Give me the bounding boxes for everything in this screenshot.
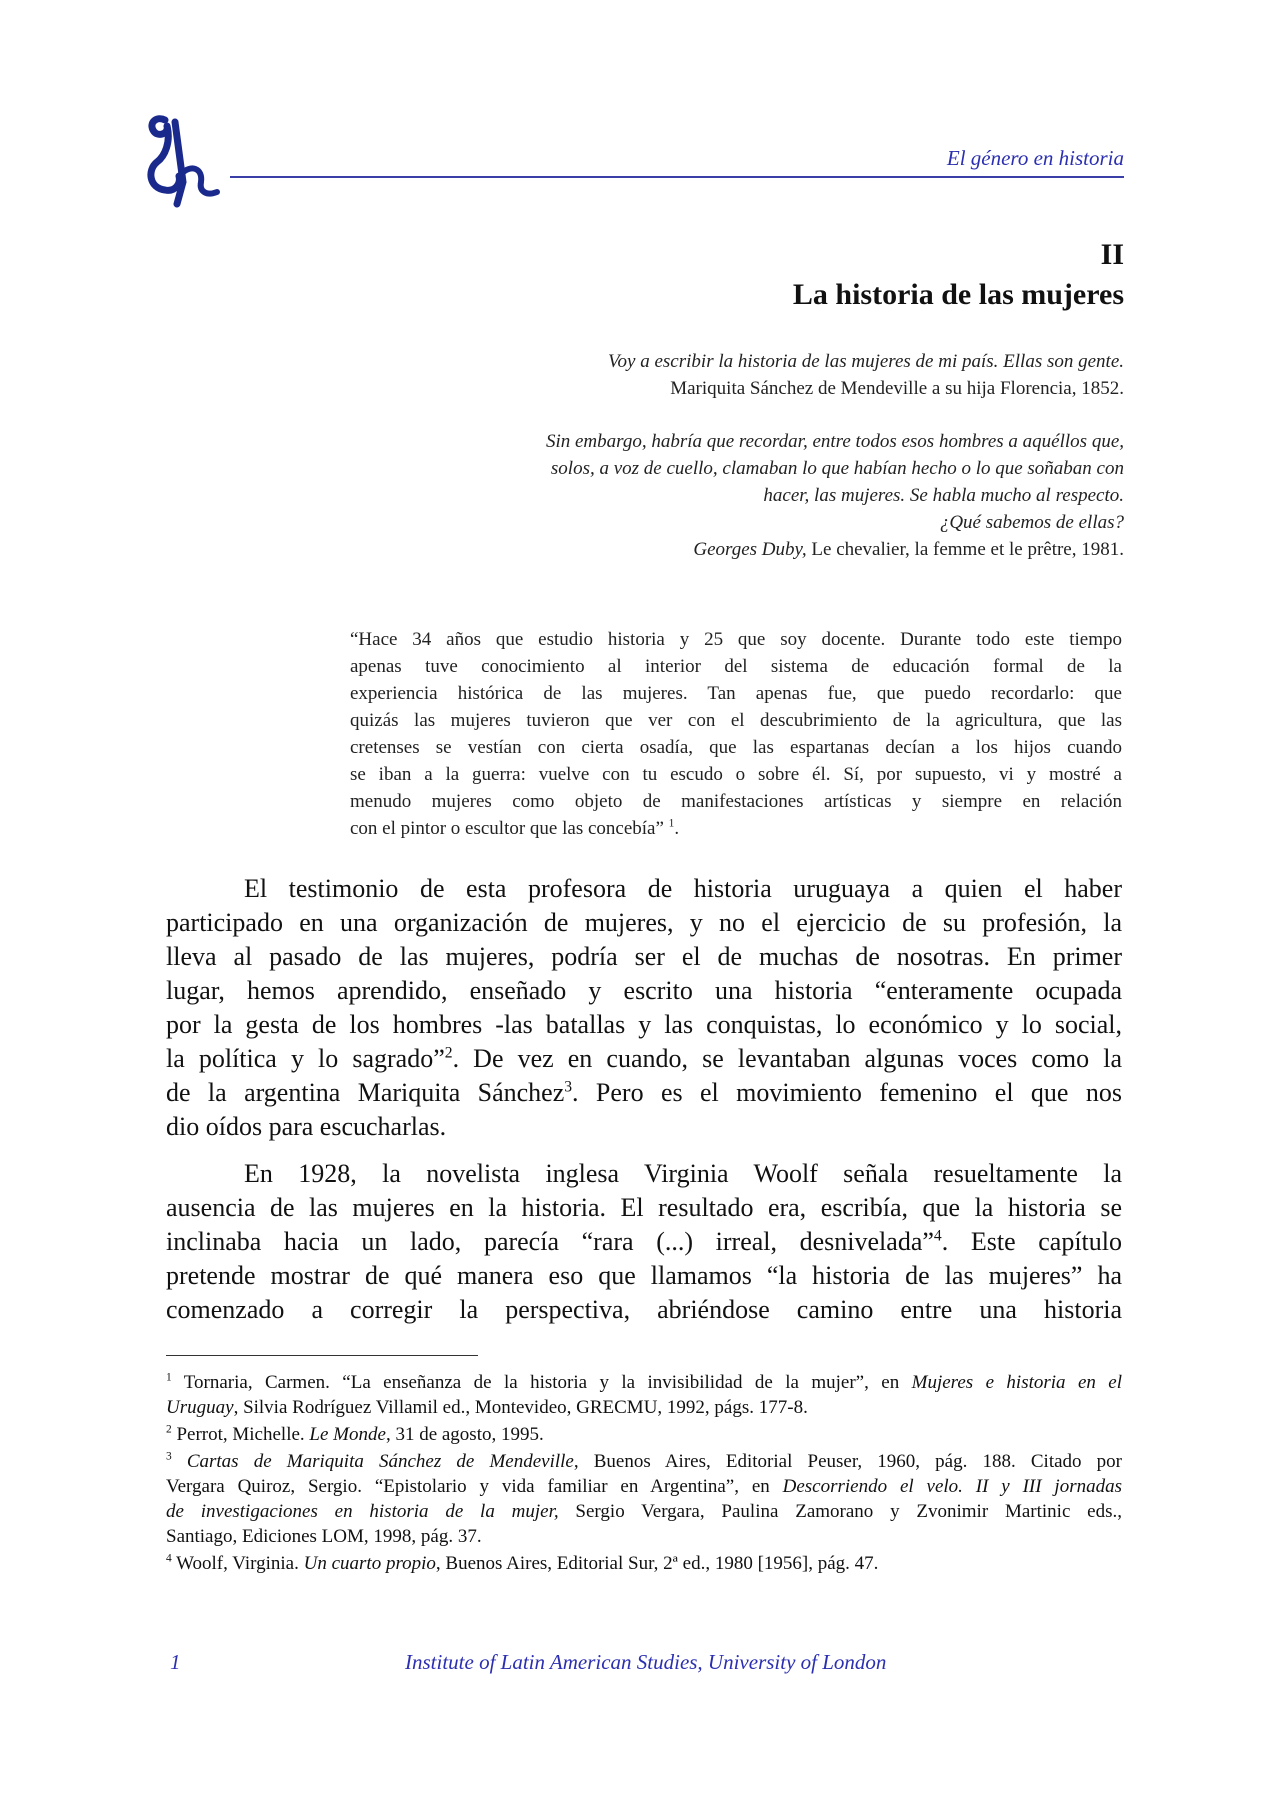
footnote-ref[interactable]: 1 (668, 817, 675, 830)
body-line: En 1928, la novelista inglesa Virginia Woolf señala resueltamente la (244, 1159, 1122, 1188)
chapter-number: II (1100, 238, 1124, 271)
epigraph-quote: Voy a escribir la historia de las mujeres de mi país. Ellas son gente. (608, 351, 1124, 372)
epigraph-line: Sin embargo, habría que recordar, entre todos esos hombres a aquéllos que, (545, 431, 1124, 452)
body-line: ausencia de las mujeres en la historia. El resultado era, escribía, que la historia se (166, 1193, 1122, 1222)
chapter-title: La historia de las mujeres (792, 278, 1124, 311)
running-header: El género en historia (946, 146, 1124, 170)
quote-line: cretenses se vestían con cierta osadía, que las espartanas decían a los hijos cuando (350, 737, 1122, 758)
body-line: de la argentina Mariquita Sánchez$^3$. Pero es el movimiento femenino el que nos (166, 1078, 1122, 1107)
quote-line: se iban a la guerra: vuelve con tu escudo o sobre él. Sí, por supuesto, vi y mostré a (350, 764, 1122, 785)
body-line: participado en una organización de mujeres, y no el ejercicio de su profesión, la (166, 908, 1122, 937)
body-line: dio oídos para escucharlas. (166, 1112, 447, 1141)
footer-institution: Institute of Latin American Studies, University of London (405, 1650, 887, 1674)
body-line: comenzado a corregir la perspectiva, abriéndose camino entre una historia (166, 1295, 1122, 1324)
quote-line: con el pintor o escultor que las concebía” $^1$. (350, 817, 680, 839)
footnote-ref[interactable]: 3 (564, 1078, 573, 1096)
body-line: la política y lo sagrado”$^2$. De vez en cuando, se levantaban algunas voces como la (166, 1044, 1122, 1073)
footnote-3: $^3$ Cartas de Mariquita Sánchez de Mendeville, Buenos Aires, Editorial Peuser, 1960, pág. 188. Citado por Vergara Quiroz, Sergio. “Epistolario y vida familiar en Argentina”, en Descorriendo el velo. II y III jornadas de investigaciones en historia de la mujer, Sergio Vergara, Paulina Zamorano y Zvonimir Martinic eds., Santiago, Ediciones LOM, 1998, pág. 37. (166, 1450, 1123, 1547)
epigraph-line: hacer, las mujeres. Se habla mucho al respecto. (763, 485, 1124, 506)
epigraph-attribution: Mariquita Sánchez de Mendeville a su hija Florencia, 1852. (670, 378, 1124, 399)
quote-line: “Hace 34 años que estudio historia y 25 que soy docente. Durante todo este tiempo (350, 629, 1122, 650)
epigraph-attribution (424, 536, 1124, 563)
quote-line: apenas tuve conocimiento al interior del sistema de educación formal de la (350, 656, 1122, 677)
epigraph-2 (424, 428, 1124, 563)
header-rule (230, 176, 1124, 178)
body-line: por la gesta de los hombres -las batallas y las conquistas, lo económico y lo social, (166, 1010, 1122, 1039)
footnote-1: $^1$ Tornaria, Carmen. “La enseñanza de la historia y la invisibilidad de la mujer”, en Mujeres e historia en el Uruguay, Silvia Rodríguez Villamil ed., Montevideo, GRECMU, 1992, págs. 177-8. (166, 1371, 1123, 1418)
body-line: inclinaba hacia un lado, parecía “rara (...) irreal, desnivelada”$^4$. Este capítulo (166, 1227, 1122, 1256)
quote-line: menudo mujeres como objeto de manifestaciones artísticas y siempre en relación (350, 791, 1122, 812)
epigraph-work: Le chevalier, la femme et le prêtre, 1981. (806, 539, 1124, 560)
body-line: lleva al pasado de las mujeres, podría ser el de muchas de nosotras. En primer (166, 942, 1122, 971)
page-number: 1 (170, 1650, 181, 1674)
body-line: lugar, hemos aprendido, enseñado y escrito una historia “enteramente ocupada (166, 976, 1122, 1005)
body-line: El testimonio de esta profesora de historia uruguaya a quien el haber (244, 874, 1122, 903)
quote-line: quizás las mujeres tuvieron que ver con el descubrimiento de la agricultura, que las (350, 710, 1122, 731)
block-quote (350, 626, 1122, 842)
epigraph-line: solos, a voz de cuello, clamaban lo que habían hecho o lo que soñaban con (550, 458, 1124, 479)
logo (135, 112, 235, 208)
epigraph-author: Georges Duby, (693, 539, 807, 560)
body-text (166, 872, 1122, 1327)
epigraph-1 (424, 348, 1124, 402)
footnote-4: $^4$ Woolf, Virginia. Un cuarto propio, Buenos Aires, Editorial Sur, 2ª ed., 1980 [1956], pág. 47. (166, 1552, 879, 1574)
body-line: pretende mostrar de qué manera eso que llamamos “la historia de las mujeres” ha (166, 1261, 1122, 1290)
quote-line: experiencia histórica de las mujeres. Tan apenas fue, que puedo recordarlo: que (350, 683, 1122, 704)
footnote-separator (166, 1355, 478, 1356)
footnote-ref[interactable]: 2 (444, 1044, 453, 1062)
epigraph-line: ¿Qué sabemos de ellas? (939, 512, 1124, 533)
footnotes (166, 1370, 1122, 1578)
footnote-ref[interactable]: 4 (933, 1227, 942, 1245)
footnote-2: $^2$ Perrot, Michelle. Le Monde, 31 de agosto, 1995. (166, 1423, 544, 1445)
